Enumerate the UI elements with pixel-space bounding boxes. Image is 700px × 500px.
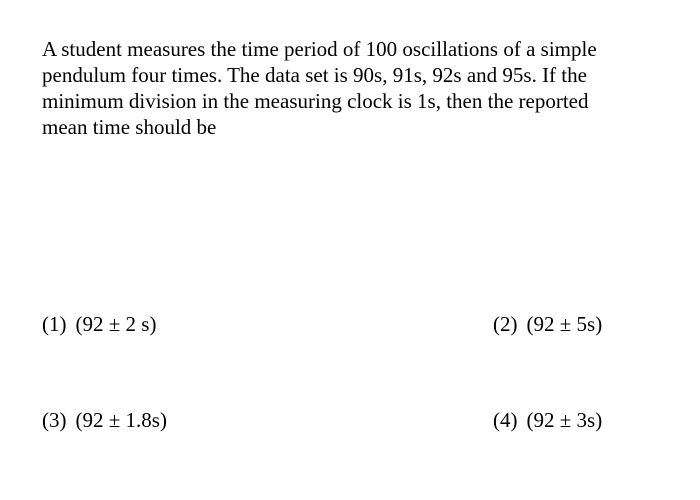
question-text (42, 36, 657, 140)
question-line: A student measures the time period of 100 oscillations of a simple (42, 37, 597, 61)
option-2[interactable] (493, 311, 602, 337)
option-text: (92 ± 5s) (526, 312, 603, 336)
option-4[interactable] (493, 407, 602, 433)
option-3[interactable] (42, 407, 167, 433)
question-line: mean time should be (42, 115, 217, 139)
question-line: minimum division in the measuring clock is 1s, then the reported (42, 89, 589, 113)
option-text: (92 ± 2 s) (75, 312, 157, 336)
question-line: pendulum four times. The data set is 90s, 91s, 92s and 95s. If the (42, 63, 587, 87)
option-number: (1) (42, 312, 67, 336)
option-text: (92 ± 3s) (526, 408, 603, 432)
option-text: (92 ± 1.8s) (75, 408, 167, 432)
option-number: (3) (42, 408, 67, 432)
option-1[interactable] (42, 311, 156, 337)
option-number: (4) (493, 408, 518, 432)
option-number: (2) (493, 312, 518, 336)
